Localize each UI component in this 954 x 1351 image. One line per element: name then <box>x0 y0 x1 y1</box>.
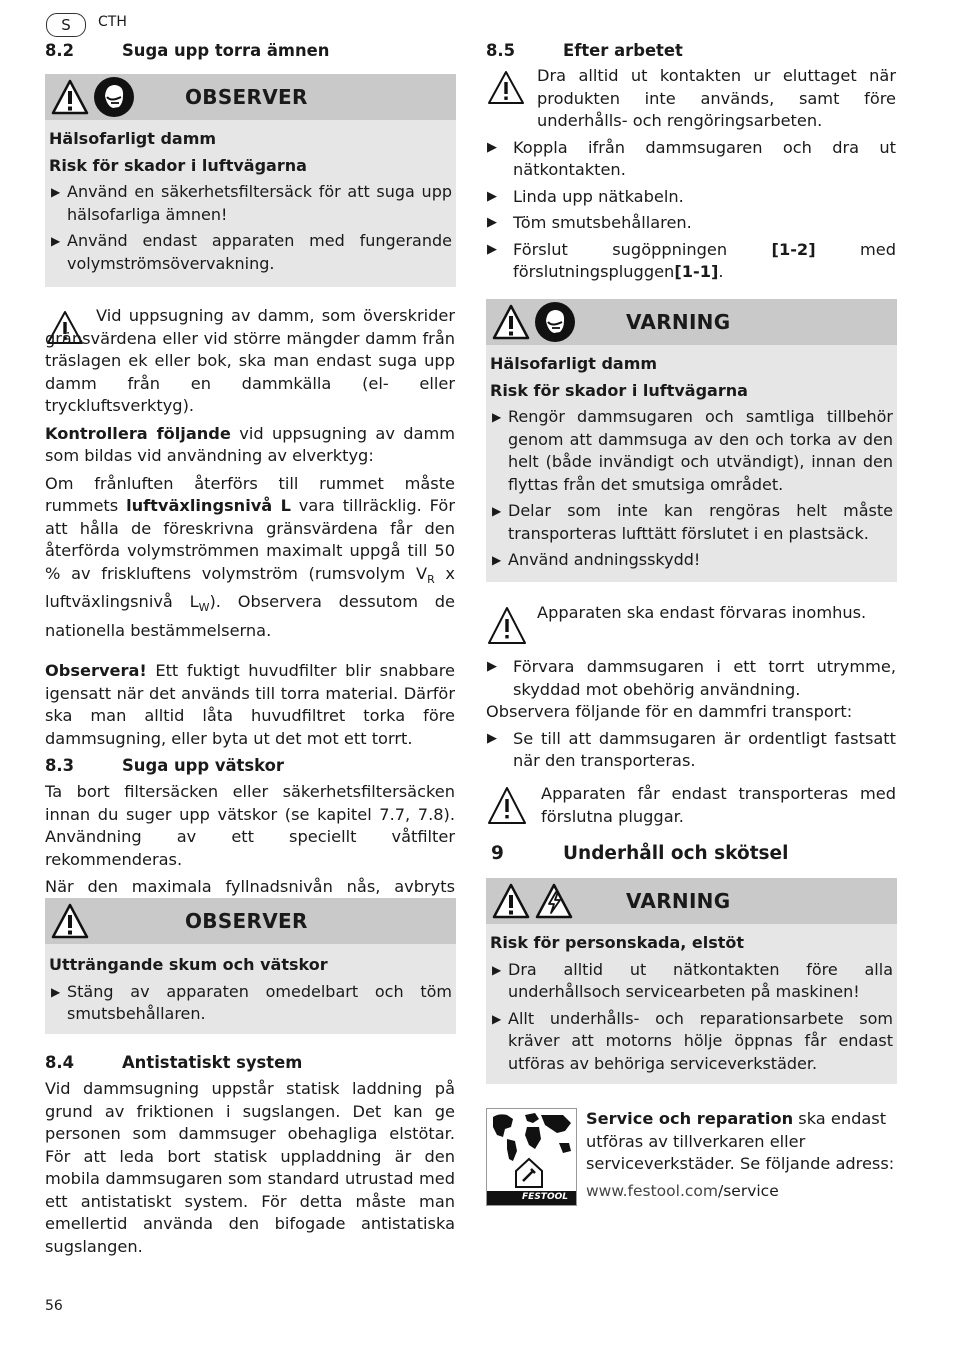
list-item: ▶ Se till att dammsugaren är ordentligt fastsatt när den transporteras. <box>487 728 896 770</box>
arrow-bullet-icon: ▶ <box>492 504 502 518</box>
risk-line: Risk för skador i luftvägarna <box>490 380 748 400</box>
warning-box-dust <box>486 299 897 582</box>
list-item: ▶ Förvara dammsugaren i ett torrt utrymme, skyddad mot obehörig användning. <box>487 657 896 699</box>
warning-box-header <box>486 299 897 345</box>
list-item: ▶ Använd endast apparaten med fungerande volymströmsövervakning. <box>51 231 452 273</box>
warning-box-body <box>486 345 897 578</box>
arrow-bullet-icon: ▶ <box>487 730 497 746</box>
section-9-heading: 9 Underhåll och skötsel <box>491 843 789 864</box>
world-map-service-icon <box>487 1109 576 1191</box>
left-column <box>45 40 455 62</box>
service-block <box>586 1108 896 1202</box>
festool-logo-text: FESTOOL <box>522 1192 568 1202</box>
liquids-paragraph: Ta bort filtersäcken eller säkerhetsfiltersäcken innan du suger upp vätskor (se kapitel 7.7, 7.8). Användning av ett speciellt våtfilter rekommenderas. <box>45 782 455 869</box>
language-badge <box>46 13 86 37</box>
list-item: ▶ Rengör dammsugaren och samtliga tillbehör genom att dammsuga av den och torka av den helt (både invändigt och utvändigt), innan den flyttas från det smutsiga området. <box>492 407 893 494</box>
observer-box-header <box>45 74 456 120</box>
arrow-bullet-icon: ▶ <box>487 139 497 155</box>
observer-title: OBSERVER <box>185 85 308 109</box>
respirator-mask-icon <box>93 76 135 118</box>
arrow-bullet-icon: ▶ <box>487 241 497 257</box>
service-url[interactable]: www.festool.com/service <box>586 1181 779 1200</box>
section-8-4-heading: 8.4 Antistatiskt system <box>45 1053 303 1072</box>
list-item: ▶ Använd en säkerhetsfiltersäck för att suga upp hälsofarliga ämnen! <box>51 182 452 224</box>
observer-box-dust <box>45 74 456 287</box>
list-item: ▶ Stäng av apparaten omedelbart och töm smutsbehållaren. <box>51 981 452 1023</box>
respirator-mask-icon <box>534 301 576 343</box>
warning-triangle-icon <box>50 78 90 116</box>
warning-triangle-icon <box>491 882 531 920</box>
warning-box-header <box>486 878 897 924</box>
hazard-line: Utträngande skum och vätskor <box>49 955 328 974</box>
list-item: ▶ Allt underhålls- och reparationsarbete som kräver att motorns hölje öppnas får endast utföras av behöriga serviceverkstäder. <box>492 1008 893 1073</box>
list-item: ▶ Förslut sugöppningen [1-2] med förslutningspluggen[1-1]. <box>487 239 896 281</box>
observer-title: OBSERVER <box>185 909 308 933</box>
model-name: CTH <box>98 14 127 30</box>
festool-logo-bar <box>487 1191 576 1205</box>
service-paragraph: Service och reparation ska endast utföras av tillverkaren eller serviceverkstäder. Se följande adress: <box>586 1109 895 1173</box>
arrow-bullet-icon: ▶ <box>492 410 502 424</box>
warning-box-electric <box>486 878 897 1084</box>
after-work-block <box>486 65 896 284</box>
list-item: ▶ Linda upp nätkabeln. <box>486 186 896 209</box>
observer-box-header <box>45 898 456 944</box>
storage-block <box>486 602 896 773</box>
warning-triangle-icon <box>491 303 531 341</box>
list-item: ▶ Delar som inte kan rengöras helt måste transporteras lufttätt förslutet i en plastsäck. <box>492 501 893 543</box>
left-column-body <box>45 305 455 921</box>
warning-title: VARNING <box>626 310 731 334</box>
transport-intro: Observera följande för en dammfri transport: <box>486 702 853 721</box>
arrow-bullet-icon: ▶ <box>487 188 497 204</box>
list-item: ▶ Töm smutsbehållaren. <box>486 212 896 235</box>
warning-title: VARNING <box>626 889 731 913</box>
risk-line: Risk för skador i luftvägarna <box>49 155 307 175</box>
list-item: ▶ Dra alltid ut nätkontakten före alla underhållsoch servicearbeten på maskinen! <box>492 959 893 1001</box>
transport-plug-warning: Apparaten får endast transporteras med förslutna pluggar. <box>541 784 896 826</box>
arrow-bullet-icon: ▶ <box>487 659 497 674</box>
arrow-bullet-icon: ▶ <box>492 1011 502 1026</box>
section-8-5 <box>486 40 896 62</box>
section-8-2-heading: 8.2 Suga upp torra ämnen <box>45 41 330 60</box>
warning-triangle-icon <box>50 902 90 940</box>
hazard-line: Hälsofarligt damm <box>49 129 217 148</box>
section-8-5-heading: 8.5 Efter arbetet <box>486 41 683 60</box>
arrow-bullet-icon: ▶ <box>51 984 61 999</box>
observer-box-foam <box>45 898 456 1034</box>
festool-service-logo <box>486 1108 577 1206</box>
arrow-bullet-icon: ▶ <box>487 215 497 230</box>
arrow-bullet-icon: ▶ <box>492 553 502 567</box>
hazard-line: Hälsofarligt damm <box>490 354 658 373</box>
arrow-bullet-icon: ▶ <box>51 185 61 199</box>
hazard-line: Risk för personskada, elstöt <box>490 933 745 952</box>
air-exchange-paragraph: Om frånluften återförs till rummet måste rummets luftväxlingsnivå L vara tillräcklig. För att hålla de föreskrivna gränsvärdena får den återförda volymströmmen maximalt uppgå till 50 % av friskluftens volymström (rumsvolym $V_R$ x luftväxlingsnivå $L_W$). Observera dessutom de nationella bestämmelserna. <box>45 473 455 640</box>
antistatic-paragraph: Vid dammsugning uppstår statisk laddning på grund av friktionen i sugslangen. Det kan ge personen som dammsuger obehagliga elstötar. För att leda bort statisk uppladdning är den mobila dammsugaren som standard utrustad med ett antistatiskt system. För detta måste man emellertid använda den bifogade antistatiska sugslangen. <box>45 1079 455 1256</box>
observer-box-body <box>45 120 456 281</box>
unplug-warning: Dra alltid ut kontakten ur eluttaget när produkten inte används, samt före underhålls- och rengöringsarbeten. <box>537 66 896 130</box>
arrow-bullet-icon: ▶ <box>51 234 61 248</box>
warning-box-body <box>486 924 897 1081</box>
language-badge-label: S <box>61 16 71 34</box>
page-number: 56 <box>45 1298 63 1314</box>
section-8-4 <box>45 1052 455 1258</box>
section-8-3-heading: 8.3 Suga upp vätskor <box>45 756 284 776</box>
observer-box-body <box>45 944 456 1032</box>
list-item: ▶ Använd andningsskydd! <box>490 549 893 572</box>
observe-filter-paragraph: Observera! Ett fuktigt huvudfilter blir snabbare igensatt när det används till torra material. Därför ska man alltid låta huvudfiltret torka före dammsugning, eller byta ut det mot ett torrt. <box>45 661 455 748</box>
check-paragraph: Kontrollera följande vid uppsugning av damm som bildas vid användning av elverktyg: <box>45 423 455 465</box>
dust-limit-warning: Vid uppsugning av damm, som överskrider gränsvärdena eller vid större mängder damm från träslagen ek eller bok, ska man endast suga upp damm från en dammkälla (el- eller tryckluftsverktyg). <box>45 306 455 415</box>
fill-level-paragraph: När den maximala fyllnadsnivån nås, avbryts <box>45 877 455 897</box>
electric-shock-icon <box>534 882 574 920</box>
indoor-storage-warning: Apparaten ska endast förvaras inomhus. <box>537 603 867 622</box>
transport-warning-block <box>486 783 896 828</box>
list-item: ▶ Koppla ifrån dammsugaren och dra ut nätkontakten. <box>487 137 896 179</box>
arrow-bullet-icon: ▶ <box>492 962 502 977</box>
